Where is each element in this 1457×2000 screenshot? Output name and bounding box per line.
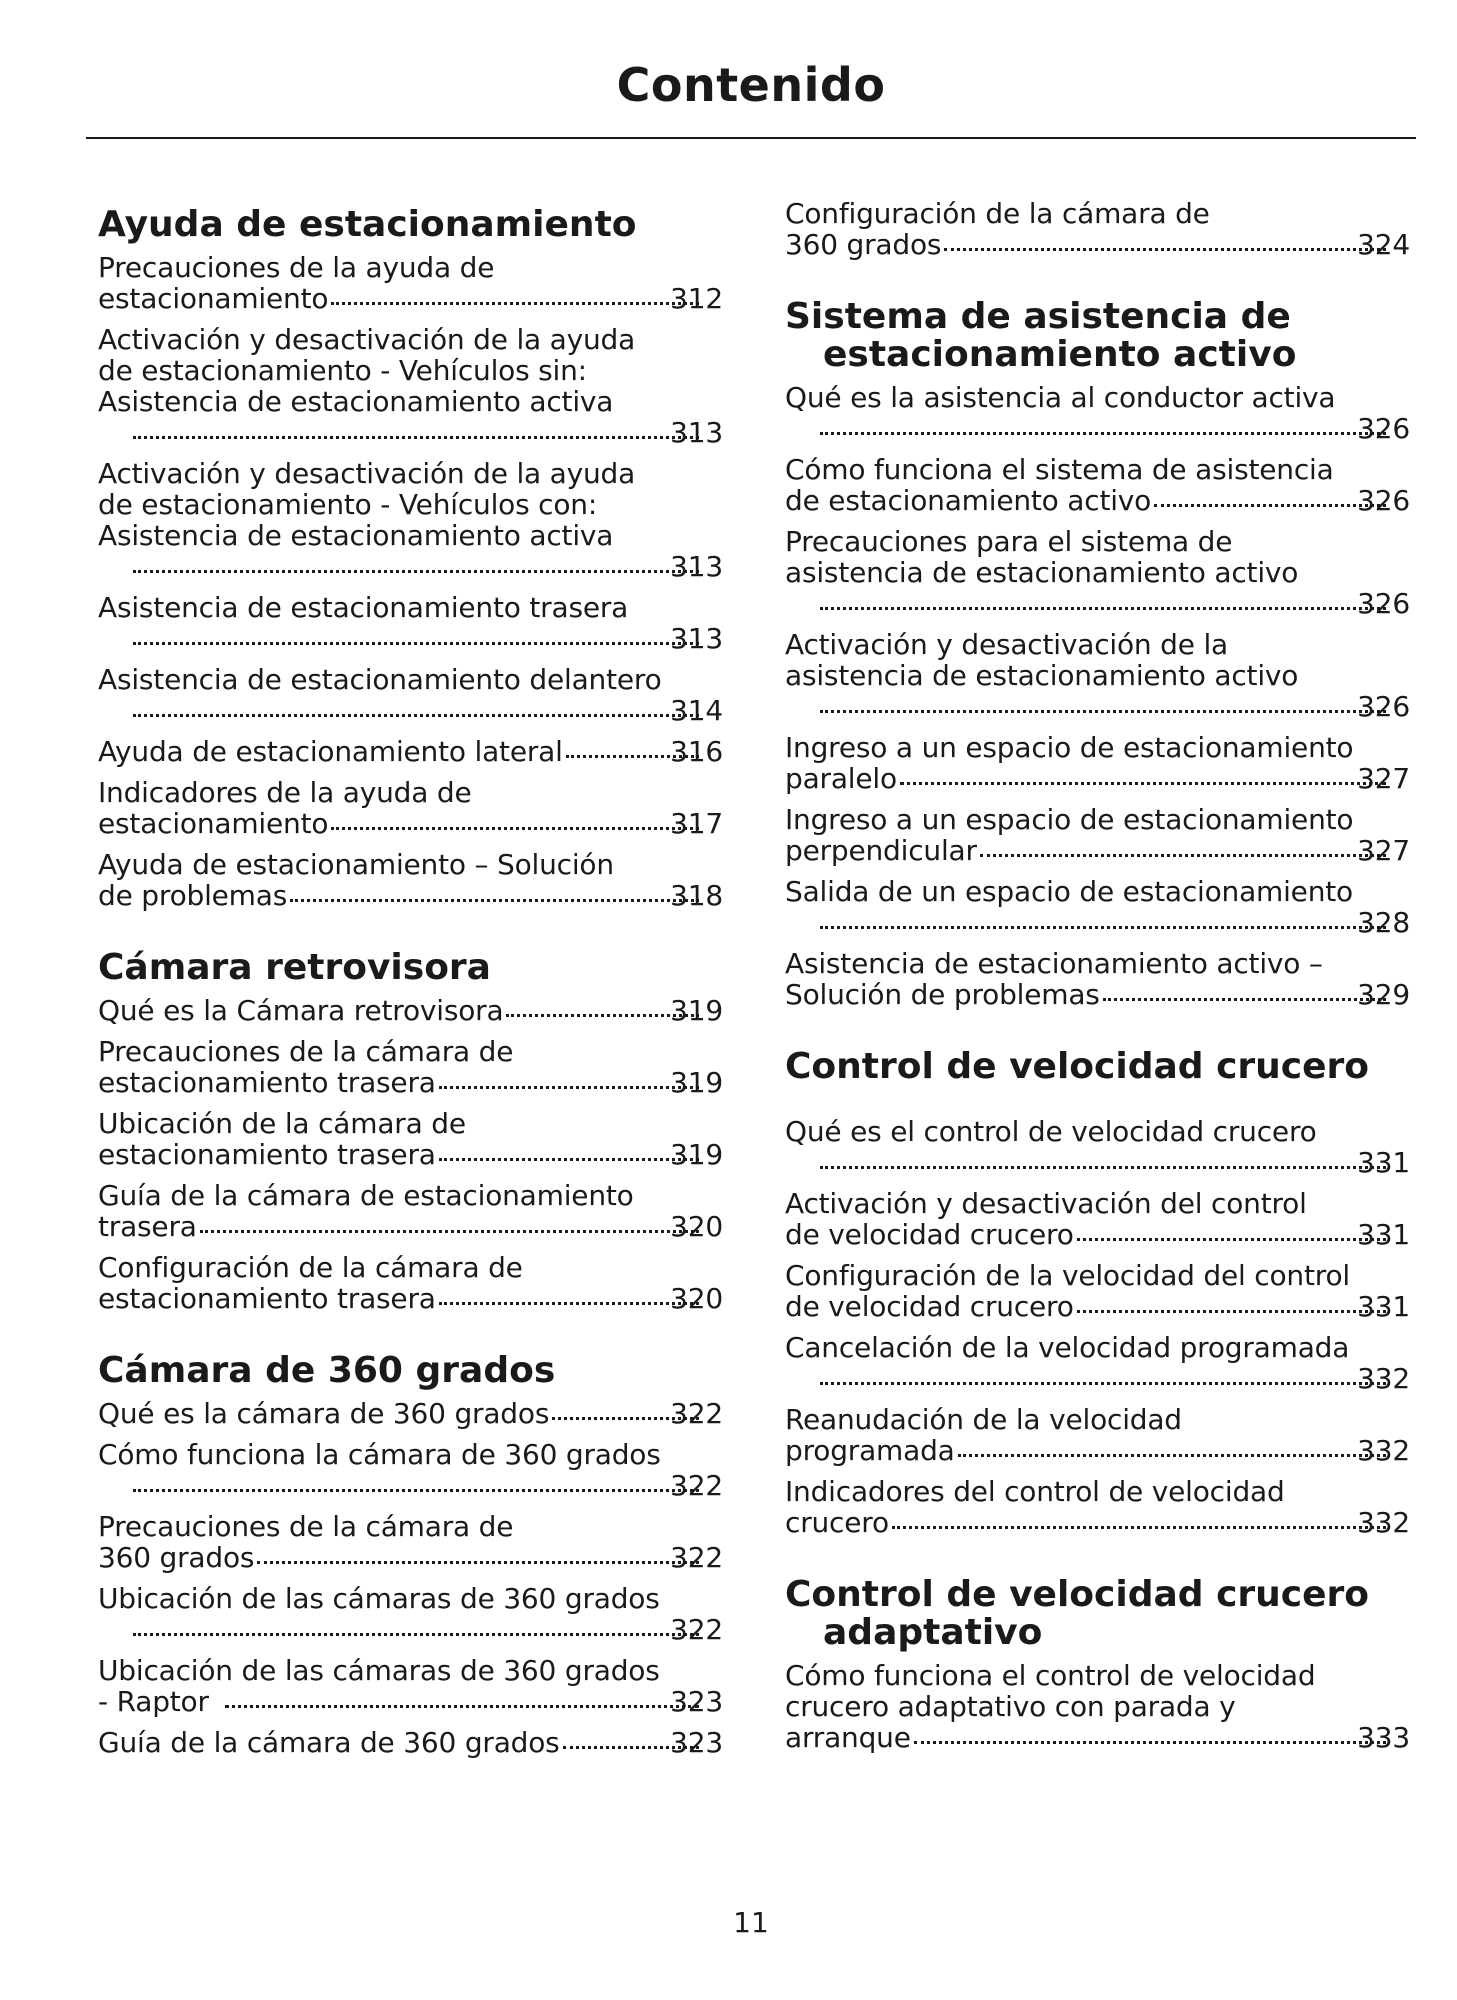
dot-leader — [133, 1489, 699, 1492]
toc-entry-text: Activación y desactivación de la ayuda — [98, 323, 636, 356]
toc-entry-text: programada — [785, 1434, 955, 1467]
toc-entry[interactable] — [98, 592, 723, 654]
toc-entry-final-line — [785, 1721, 1410, 1754]
toc-entry[interactable] — [98, 1180, 723, 1242]
toc-entry-text: asistencia de estacionamiento activo — [785, 556, 1299, 589]
toc-entry-final-line — [98, 994, 723, 1027]
toc-entry[interactable] — [785, 1476, 1410, 1538]
toc-page-number: 324 — [1357, 228, 1410, 261]
toc-entry[interactable] — [785, 1188, 1410, 1250]
toc-entry-text: Ubicación de las cámaras de 360 grados — [98, 1654, 660, 1687]
toc-entry-text: Qué es la asistencia al conductor activa — [785, 381, 1336, 414]
toc-entry-text: estacionamiento trasera — [98, 1282, 436, 1315]
toc-entry-final-line — [98, 1066, 723, 1099]
toc-column-left — [98, 198, 723, 1768]
dot-leader — [439, 1302, 699, 1305]
toc-entry-text: Ayuda de estacionamiento – Solución — [98, 848, 614, 881]
toc-entry[interactable] — [785, 526, 1410, 619]
toc-entry-text: 360 grados — [785, 228, 942, 261]
toc-entry-text: estacionamiento — [98, 807, 329, 840]
toc-entry-text: Salida de un espacio de estacionamiento — [785, 875, 1353, 908]
toc-entry-final-line — [98, 1685, 723, 1718]
toc-entry-text: Asistencia de estacionamiento activa — [98, 519, 614, 552]
toc-entry-final-line — [130, 623, 723, 654]
toc-entry-text: Asistencia de estacionamiento delantero — [98, 663, 662, 696]
toc-entry-text: Precauciones para el sistema de — [785, 525, 1233, 558]
toc-entry[interactable] — [98, 1583, 723, 1645]
toc-entry-final-line — [785, 978, 1410, 1011]
toc-entry-final-line — [98, 1397, 723, 1430]
toc-entry[interactable] — [98, 1439, 723, 1501]
toc-entry-text: asistencia de estacionamiento activo — [785, 659, 1299, 692]
toc-entry[interactable] — [785, 1660, 1410, 1753]
dot-leader — [820, 926, 1386, 929]
toc-entry-text: Configuración de la velocidad del control — [785, 1259, 1350, 1292]
toc-entry-text: Indicadores del control de velocidad — [785, 1475, 1285, 1508]
toc-entry[interactable] — [785, 1332, 1410, 1394]
toc-entry-text: estacionamiento trasera — [98, 1066, 436, 1099]
toc-entry[interactable] — [98, 736, 723, 767]
toc-entry-text: Configuración de la cámara de — [785, 197, 1210, 230]
dot-leader — [900, 782, 1386, 785]
toc-entry-final-line — [817, 413, 1410, 444]
dot-leader — [290, 899, 699, 902]
toc-entry-final-line — [130, 1470, 723, 1501]
toc-entry-text: crucero — [785, 1506, 889, 1539]
toc-entry-text: de estacionamiento activo — [785, 484, 1152, 517]
toc-entry-text: perpendicular — [785, 834, 977, 867]
toc-page-number: 313 — [670, 622, 723, 655]
toc-entry-text: Cómo funciona el control de velocidad — [785, 1659, 1316, 1692]
section-heading: Control de velocidad crucero — [785, 1046, 1370, 1087]
toc-entry-text: Solución de problemas — [785, 978, 1100, 1011]
dot-leader — [980, 854, 1386, 857]
toc-entry-text: estacionamiento trasera — [98, 1138, 436, 1171]
toc-entry[interactable] — [785, 454, 1410, 516]
toc-entry[interactable] — [785, 1404, 1410, 1466]
toc-entry-text: Ingreso a un espacio de estacionamiento — [785, 803, 1354, 836]
toc-entry[interactable] — [98, 1727, 723, 1758]
dot-leader — [1154, 504, 1386, 507]
toc-entry[interactable] — [785, 804, 1410, 866]
toc-entry-text: Reanudación de la velocidad — [785, 1403, 1182, 1436]
toc-entry-final-line — [785, 228, 1410, 261]
toc-entry[interactable] — [98, 777, 723, 839]
toc-entry[interactable] — [98, 1108, 723, 1170]
toc-entry[interactable] — [98, 1655, 723, 1717]
section-heading: Cámara retrovisora — [98, 947, 491, 988]
toc-entry-text: paralelo — [785, 762, 897, 795]
dot-leader — [1077, 1238, 1386, 1241]
toc-entry[interactable] — [98, 995, 723, 1026]
toc-entry-final-line — [98, 1210, 723, 1243]
toc-entry-text: - Raptor — [98, 1685, 209, 1718]
toc-entry[interactable] — [98, 1511, 723, 1573]
toc-entry-text: Ubicación de las cámaras de 360 grados — [98, 1582, 660, 1615]
toc-page-number: 322 — [670, 1397, 723, 1430]
toc-page-number: 332 — [1357, 1362, 1410, 1395]
section-heading: Control de velocidad crucero adaptativo — [785, 1574, 1370, 1653]
toc-entry-final-line — [785, 762, 1410, 795]
toc-page-number: 313 — [670, 416, 723, 449]
dot-leader — [820, 1166, 1386, 1169]
toc-entry-text: trasera — [98, 1210, 197, 1243]
toc-page-number: 320 — [670, 1282, 723, 1315]
toc-entry[interactable] — [785, 1116, 1410, 1178]
toc-page-number: 326 — [1357, 587, 1410, 620]
toc-page-number: 319 — [670, 1138, 723, 1171]
toc-page-number: 331 — [1357, 1290, 1410, 1323]
toc-entry[interactable] — [98, 1398, 723, 1429]
dot-leader — [1077, 1310, 1386, 1313]
toc-entry-text: Cómo funciona el sistema de asistencia — [785, 453, 1334, 486]
dot-leader — [958, 1454, 1387, 1457]
toc-entry-text: Ingreso a un espacio de estacionamiento — [785, 731, 1354, 764]
toc-entry-final-line — [130, 417, 723, 448]
toc-entry-final-line — [98, 735, 723, 768]
toc-page-number: 317 — [670, 807, 723, 840]
toc-page-number: 333 — [1357, 1721, 1410, 1754]
toc-column-right — [785, 198, 1410, 1763]
toc-entry[interactable] — [98, 664, 723, 726]
toc-entry-text: Asistencia de estacionamiento activa — [98, 385, 614, 418]
toc-page-number: 326 — [1357, 484, 1410, 517]
toc-entry-final-line — [817, 691, 1410, 722]
dot-leader — [133, 1633, 699, 1636]
toc-entry-final-line — [785, 834, 1410, 867]
toc-entry-text: Guía de la cámara de 360 grados — [98, 1726, 560, 1759]
toc-entry-final-line — [98, 879, 723, 912]
toc-entry[interactable] — [785, 198, 1410, 260]
dot-leader — [506, 1014, 699, 1017]
dot-leader — [133, 436, 699, 439]
toc-entry-text: Qué es el control de velocidad crucero — [785, 1115, 1317, 1148]
toc-entry-text: Activación y desactivación de la — [785, 628, 1228, 661]
toc-page-number: 329 — [1357, 978, 1410, 1011]
toc-entry-text: de velocidad crucero — [785, 1290, 1074, 1323]
toc-entry-text: Indicadores de la ayuda de — [98, 776, 472, 809]
toc-page-number: 322 — [670, 1469, 723, 1502]
toc-entry-final-line — [785, 1218, 1410, 1251]
dot-leader — [914, 1741, 1386, 1744]
dot-leader — [331, 302, 699, 305]
toc-entry-text: Precauciones de la cámara de — [98, 1035, 514, 1068]
toc-entry-final-line — [785, 1290, 1410, 1323]
toc-page-number: 314 — [670, 694, 723, 727]
toc-entry-final-line — [785, 484, 1410, 517]
title-divider — [86, 137, 1416, 139]
toc-entry-text: Qué es la cámara de 360 grados — [98, 1397, 550, 1430]
dot-leader — [820, 607, 1386, 610]
toc-entry[interactable] — [98, 458, 723, 582]
toc-entry[interactable] — [785, 732, 1410, 794]
section-heading: Cámara de 360 grados — [98, 1350, 556, 1391]
toc-page-number: 326 — [1357, 412, 1410, 445]
toc-entry-text: Asistencia de estacionamiento activo – — [785, 947, 1323, 980]
toc-entry-text: arranque — [785, 1721, 911, 1754]
page-number: 11 — [733, 1906, 769, 1939]
dot-leader — [944, 248, 1386, 251]
dot-leader — [892, 1526, 1386, 1529]
toc-page-number: 316 — [670, 735, 723, 768]
toc-page-number: 322 — [670, 1613, 723, 1646]
toc-entry-final-line — [817, 907, 1410, 938]
dot-leader — [133, 570, 699, 573]
dot-leader — [200, 1230, 699, 1233]
toc-entry-text: de velocidad crucero — [785, 1218, 1074, 1251]
toc-entry-text: Cómo funciona la cámara de 360 grados — [98, 1438, 661, 1471]
toc-entry-text: Precauciones de la cámara de — [98, 1510, 514, 1543]
toc-entry[interactable] — [98, 1252, 723, 1314]
toc-page-number: 320 — [670, 1210, 723, 1243]
toc-entry-final-line — [785, 1434, 1410, 1467]
toc-entry-final-line — [130, 1614, 723, 1645]
toc-entry-text: estacionamiento — [98, 282, 329, 315]
dot-leader — [133, 642, 699, 645]
dot-leader — [552, 1417, 699, 1420]
toc-entry[interactable] — [785, 629, 1410, 722]
toc-page-number: 323 — [670, 1726, 723, 1759]
toc-entry[interactable] — [785, 876, 1410, 938]
toc-entry-final-line — [785, 1506, 1410, 1539]
toc-page-number: 319 — [670, 1066, 723, 1099]
toc-entry-final-line — [98, 1541, 723, 1574]
toc-page-number: 319 — [670, 994, 723, 1027]
toc-entry-text: Precauciones de la ayuda de — [98, 251, 495, 284]
dot-leader — [331, 827, 699, 830]
toc-page-number: 318 — [670, 879, 723, 912]
dot-leader — [1103, 998, 1386, 1001]
toc-entry-text: Ubicación de la cámara de — [98, 1107, 466, 1140]
toc-entry-final-line — [130, 551, 723, 582]
toc-page-number: 332 — [1357, 1434, 1410, 1467]
dot-leader — [820, 432, 1386, 435]
toc-page-number: 312 — [670, 282, 723, 315]
dot-leader — [133, 714, 699, 717]
toc-entry-text: de problemas — [98, 879, 288, 912]
toc-entry-text: Cancelación de la velocidad programada — [785, 1331, 1350, 1364]
toc-entry-final-line — [817, 1363, 1410, 1394]
toc-entry[interactable] — [785, 1260, 1410, 1322]
toc-entry[interactable] — [785, 382, 1410, 444]
toc-entry-final-line — [817, 588, 1410, 619]
toc-page-number: 326 — [1357, 690, 1410, 723]
toc-page-number: 328 — [1357, 906, 1410, 939]
toc-entry-final-line — [98, 1726, 723, 1759]
toc-entry-text: Asistencia de estacionamiento trasera — [98, 591, 629, 624]
toc-page-number: 323 — [670, 1685, 723, 1718]
toc-entry-text: crucero adaptativo con parada y — [785, 1690, 1236, 1723]
toc-entry-text: de estacionamiento - Vehículos sin: — [98, 354, 587, 387]
toc-entry-text: Activación y desactivación del control — [785, 1187, 1307, 1220]
toc-entry-final-line — [130, 695, 723, 726]
dot-leader — [820, 1382, 1386, 1385]
toc-entry[interactable] — [98, 324, 723, 448]
dot-leader — [257, 1561, 699, 1564]
toc-entry[interactable] — [98, 1036, 723, 1098]
toc-entry[interactable] — [98, 849, 723, 911]
toc-entry-text: Activación y desactivación de la ayuda — [98, 457, 636, 490]
toc-page-number: 327 — [1357, 762, 1410, 795]
toc-entry-text: Configuración de la cámara de — [98, 1251, 523, 1284]
toc-entry-text: de estacionamiento - Vehículos con: — [98, 488, 598, 521]
dot-leader — [439, 1086, 699, 1089]
dot-leader — [225, 1705, 699, 1708]
toc-entry-final-line — [98, 1138, 723, 1171]
toc-page-number: 327 — [1357, 834, 1410, 867]
toc-page-number: 331 — [1357, 1146, 1410, 1179]
toc-page-number: 322 — [670, 1541, 723, 1574]
toc-entry-final-line — [98, 807, 723, 840]
page-title: Contenido — [616, 58, 886, 112]
toc-entry-text: Guía de la cámara de estacionamiento — [98, 1179, 634, 1212]
toc-entry-final-line — [98, 1282, 723, 1315]
dot-leader — [820, 710, 1386, 713]
section-heading: Sistema de asistencia de estacionamiento activo — [785, 296, 1297, 375]
toc-entry[interactable] — [98, 252, 723, 314]
dot-leader — [439, 1158, 699, 1161]
toc-entry[interactable] — [785, 948, 1410, 1010]
dot-leader — [563, 1746, 700, 1749]
toc-entry-text: Qué es la Cámara retrovisora — [98, 994, 504, 1027]
toc-entry-text: 360 grados — [98, 1541, 255, 1574]
dot-leader — [566, 755, 699, 758]
toc-page-number: 331 — [1357, 1218, 1410, 1251]
toc-entry-final-line — [98, 282, 723, 315]
toc-page-number: 313 — [670, 550, 723, 583]
toc-entry-text: Ayuda de estacionamiento lateral — [98, 735, 563, 768]
toc-entry-final-line — [817, 1147, 1410, 1178]
section-heading: Ayuda de estacionamiento — [98, 204, 637, 245]
toc-page-number: 332 — [1357, 1506, 1410, 1539]
